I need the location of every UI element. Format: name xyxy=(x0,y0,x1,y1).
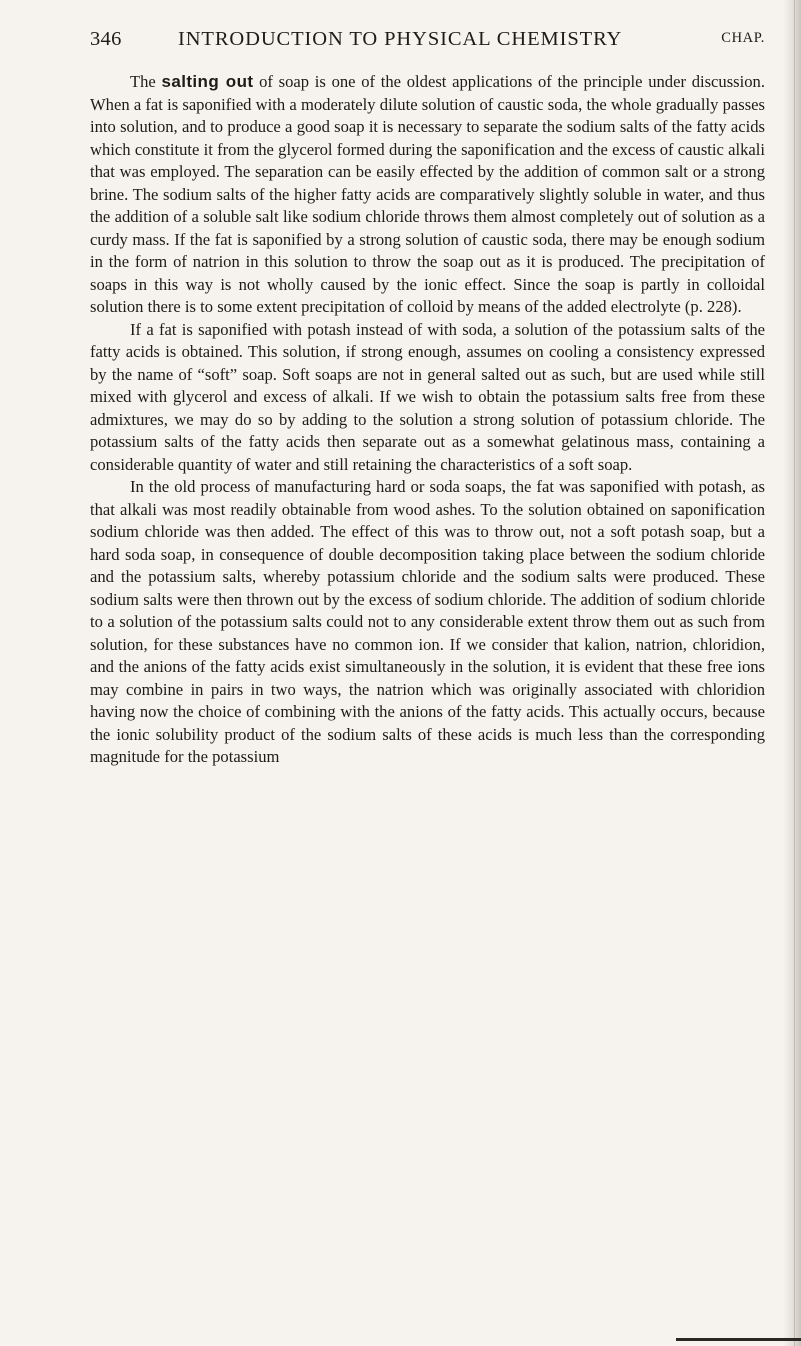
paragraph-text: of soap is one of the oldest applications of the principle under discussion. When a fat is saponified with a moderately dilute solution of caustic soda, the whole gradually passes into solution, and to produce a good soap it is necessary to separate the sodium salts of the fatty acids which constitute it from the glycerol formed during the saponification and the excess of caustic alkali that was employed. The separation can be easily effected by the addition of common salt or a strong brine. The sodium salts of the higher fatty acids are comparatively slightly soluble in water, and thus the addition of a soluble salt like sodium chloride throws them almost completely out of solution as a curdy mass. If the fat is saponified by a strong solution of caustic soda, there may be enough sodium in the form of natrion in this solution to throw the soap out as it is produced. The precipitation of soaps in this way is not wholly caused by the ionic effect. Since the soap is partly in colloidal solution there is to some extent precipitation of colloid by means of the added electrolyte (p. 228). xyxy=(90,72,765,316)
paragraph-potash-soap: If a fat is saponified with potash instead of with soda, a solution of the potassium salts of the fatty acids is obtained. This solution, if strong enough, assumes on cooling a consistency expressed by the name of “soft” soap. Soft soaps are not in general salted out as such, but are used while still mixed with glycerol and excess of alkali. If we wish to obtain the potassium salts free from these admixtures, we may do so by adding to the solution a strong solution of potassium chloride. The potassium salts of the fatty acids then separate out as a somewhat gelatinous mass, containing a considerable quantity of water and still retaining the characteristics of a soft soap. xyxy=(90,319,765,474)
chapter-label: CHAP. xyxy=(721,30,765,46)
page-edge-line xyxy=(794,0,795,1346)
page-number: 346 xyxy=(90,28,122,50)
lead-prefix: The xyxy=(130,72,162,91)
bottom-edge-rule xyxy=(676,1338,801,1341)
running-title: INTRODUCTION TO PHYSICAL CHEMISTRY xyxy=(178,28,623,50)
paragraph-old-process: In the old process of manufacturing hard or soda soaps, the fat was saponified with potash, as that alkali was most readily obtainable from wood ashes. To the solution obtained on saponification sodium chloride was then added. The effect of this was to throw out, not a soft potash soap, but a hard soda soap, in consequence of double decomposition taking place between the sodium chloride and the potassium salts, whereby potassium chloride and the sodium salts were produced. These sodium salts were then thrown out by the excess of sodium chloride. The addition of sodium chloride to a solution of the potassium salts could not to any considerable extent throw them out as such from solution, for these substances have no common ion. If we consider that kalion, natrion, chloridion, and the anions of the fatty acids exist simultaneously in the solution, it is evident that these free ions may combine in pairs in two ways, the natrion which was originally associated with chloridion having now the choice of combining with the anions of the fatty acids. This actually occurs, because the ionic solubility product of the sodium salts of these acids is much less than the corresponding magnitude for the potassium xyxy=(90,477,765,766)
page-edge-shadow xyxy=(783,0,801,1346)
paragraph-salting-out xyxy=(90,71,765,319)
body-text xyxy=(90,71,765,769)
running-header xyxy=(90,28,765,56)
lead-emphasis: salting out xyxy=(161,72,254,91)
